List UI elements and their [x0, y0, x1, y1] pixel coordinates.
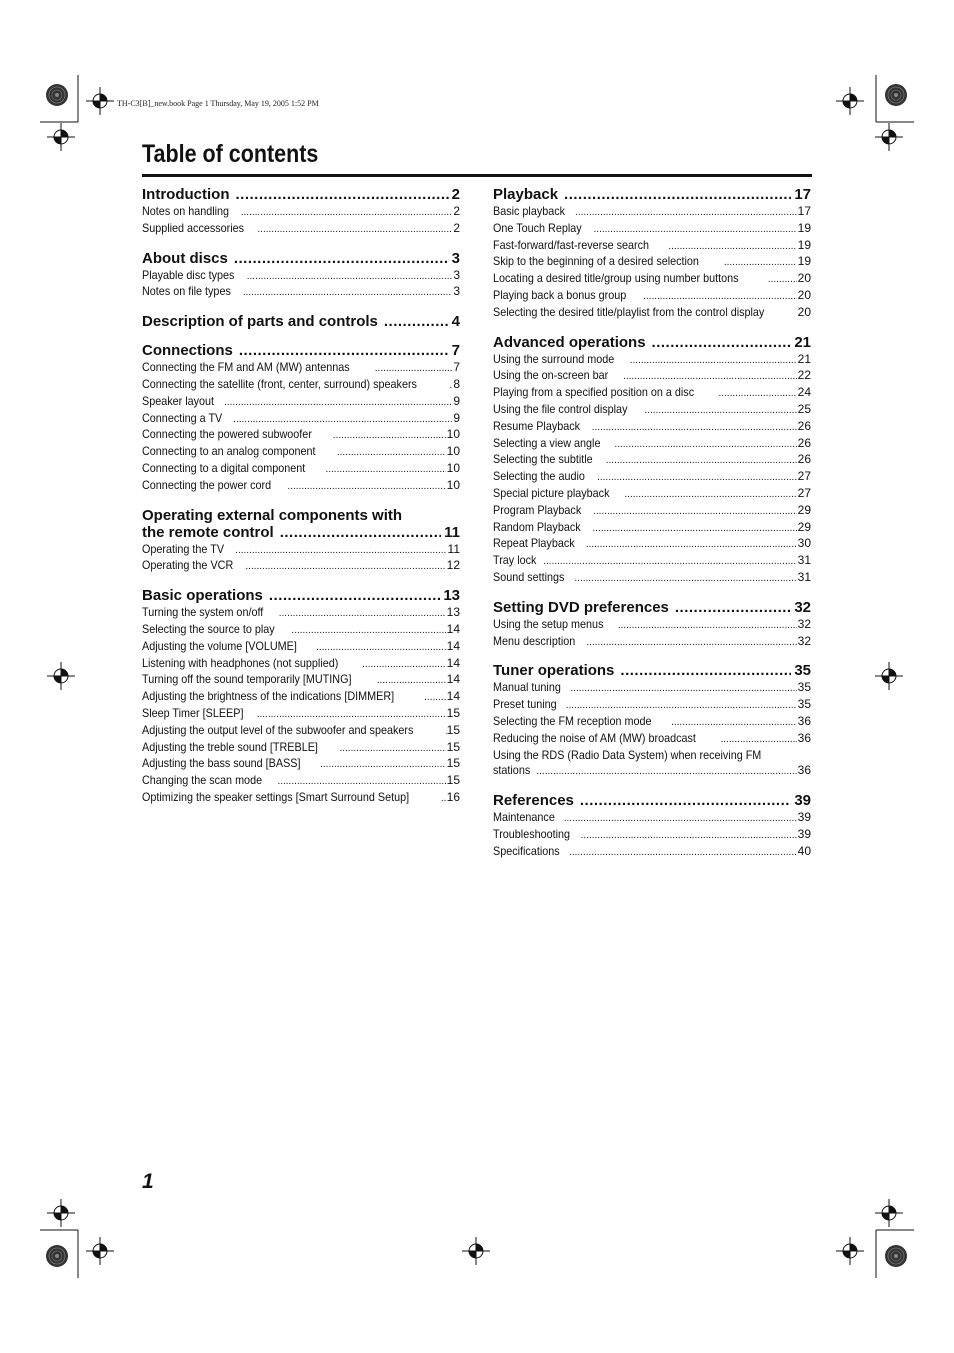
toc-section: [142, 250, 460, 302]
entry-page-number: 26: [797, 452, 811, 467]
toc-entry[interactable]: [493, 553, 811, 570]
toc-entry[interactable]: [142, 639, 460, 656]
toc-entry[interactable]: [493, 570, 811, 587]
entry-page-number: 36: [797, 730, 811, 745]
dot-leader: [580, 792, 791, 809]
section-heading[interactable]: [142, 342, 460, 359]
dot-leader: [614, 437, 796, 453]
entry-page-number: 7: [453, 360, 460, 375]
dot-leader: [592, 420, 797, 436]
page-number: 1: [142, 1170, 154, 1193]
entry-page-number: 39: [797, 810, 811, 825]
toc-entry[interactable]: [493, 452, 811, 469]
dot-leader: [566, 698, 797, 714]
section-heading[interactable]: [493, 186, 811, 203]
entry-page-number: 11: [447, 541, 460, 556]
section-heading[interactable]: [142, 186, 460, 203]
section-heading-text: Setting DVD preferences: [493, 598, 669, 616]
dot-leader: [245, 559, 445, 575]
entry-page-number: 9: [453, 410, 460, 425]
entry-text: Using the setup menus: [493, 616, 604, 631]
entry-text: Program Playback: [493, 502, 582, 517]
entry-text: Basic playback: [493, 204, 566, 218]
entry-page-number: 29: [797, 519, 811, 534]
entry-text: Random Playback: [493, 519, 581, 534]
entry-page-number: 29: [797, 502, 811, 517]
section-heading[interactable]: [142, 507, 460, 541]
section-heading[interactable]: [493, 662, 811, 679]
dot-leader: [592, 521, 796, 537]
entry-page-number: 2: [453, 204, 460, 218]
entry-text: Turning off the sound temporarily [MUTING]: [142, 672, 352, 687]
dot-leader: [623, 369, 797, 385]
entry-text: Selecting the subtitle: [493, 452, 593, 467]
dot-leader: [536, 764, 796, 780]
toc-entry[interactable]: [493, 436, 811, 453]
toc-entry[interactable]: [493, 520, 811, 537]
entry-page-number: 2: [453, 220, 460, 235]
dot-leader: [768, 272, 797, 288]
toc-section: [142, 507, 460, 576]
toc-entry[interactable]: [493, 680, 811, 697]
toc-section: [142, 587, 460, 807]
toc-entry[interactable]: [142, 411, 460, 428]
dot-leader: [574, 571, 796, 587]
entry-page-number: 31: [797, 569, 811, 584]
entry-page-number: 36: [797, 763, 811, 778]
dot-leader: [441, 791, 446, 807]
entry-page-number: 27: [797, 469, 811, 484]
entry-page-number: 8: [453, 376, 460, 391]
section-page-number: 32: [794, 598, 811, 616]
dot-leader: [586, 537, 797, 553]
section-page-number: 4: [451, 313, 460, 331]
entry-text: Selecting the audio: [493, 469, 585, 484]
entry-page-number: 13: [446, 605, 460, 620]
dot-leader: [234, 250, 449, 267]
entry-page-number: 15: [446, 756, 460, 771]
toc-entry[interactable]: [142, 444, 460, 461]
entry-page-number: 40: [797, 843, 811, 858]
toc-entry[interactable]: [493, 714, 811, 731]
entry-text: Listening with headphones (not supplied): [142, 655, 339, 670]
toc-entry[interactable]: [142, 706, 460, 723]
toc-right-column: [493, 186, 811, 873]
section-heading-text: Connections: [142, 342, 233, 360]
dot-leader: [618, 618, 797, 634]
toc-entry[interactable]: [493, 827, 811, 844]
dot-leader: [668, 239, 796, 255]
section-heading-text: Basic operations: [142, 587, 263, 605]
entry-text: One Touch Replay: [493, 220, 582, 235]
dot-leader: [564, 811, 797, 827]
toc-entry[interactable]: [493, 254, 811, 271]
entry-page-number: 27: [797, 485, 811, 500]
toc-entry-line: [493, 748, 811, 764]
entry-text: Skip to the beginning of a desired selection: [493, 254, 699, 269]
section-page-number: 3: [451, 249, 460, 267]
toc-section: [142, 342, 460, 494]
entry-text: Fast-forward/fast-reverse search: [493, 237, 650, 252]
section-page-number: 7: [451, 342, 460, 360]
dot-leader: [644, 403, 796, 419]
entry-text: Adjusting the bass sound [BASS]: [142, 756, 301, 771]
toc-entry[interactable]: [142, 790, 460, 807]
entry-page-number: 26: [797, 435, 811, 450]
entry-text: Troubleshooting: [493, 826, 571, 841]
toc-entry[interactable]: [493, 385, 811, 402]
entry-text: Using the file control display: [493, 401, 628, 416]
section-heading-text: Advanced operations: [493, 333, 646, 351]
section-heading[interactable]: [142, 313, 460, 330]
toc-entry[interactable]: [493, 352, 811, 369]
toc-entry[interactable]: [142, 427, 460, 444]
dot-leader: [333, 428, 446, 444]
dot-leader: [643, 289, 797, 305]
entry-page-number: 3: [453, 267, 460, 282]
dot-leader: [239, 342, 449, 359]
entry-text: Resume Playback: [493, 418, 581, 433]
entry-page-number: 25: [797, 401, 811, 416]
entry-page-number: 32: [797, 616, 811, 631]
toc-entry[interactable]: [142, 221, 460, 238]
dot-leader: [569, 845, 797, 861]
toc-entry[interactable]: [493, 617, 811, 634]
entry-text: Locating a desired title/group using number buttons: [493, 271, 739, 286]
section-heading[interactable]: [493, 792, 811, 809]
entry-text: Playing back a bonus group: [493, 287, 627, 302]
dot-leader: [257, 222, 452, 238]
dot-leader: [384, 313, 449, 330]
toc-entry[interactable]: [493, 486, 811, 503]
entry-page-number: 10: [446, 477, 460, 492]
entry-text: stations: [493, 763, 531, 778]
toc-entry[interactable]: [493, 697, 811, 714]
toc-entry[interactable]: [142, 689, 460, 706]
entry-page-number: 14: [446, 655, 460, 670]
dot-leader: [257, 707, 446, 723]
entry-page-number: 15: [446, 739, 460, 754]
toc-entry[interactable]: [142, 284, 460, 301]
entry-text: Sleep Timer [SLEEP]: [142, 705, 244, 720]
entry-text: Using the on-screen bar: [493, 368, 609, 383]
entry-text: Connecting the power cord: [142, 477, 272, 492]
toc-entry[interactable]: [493, 634, 811, 651]
entry-text: Turning the system on/off: [142, 605, 264, 620]
entry-text: Supplied accessories: [142, 220, 245, 235]
dot-leader: [233, 412, 452, 428]
entry-page-number: 3: [453, 284, 460, 299]
section-heading-text: About discs: [142, 249, 228, 267]
toc-entry[interactable]: [142, 478, 460, 495]
title-rule: [142, 174, 812, 177]
dot-leader: [620, 662, 791, 679]
dot-leader: [575, 205, 797, 221]
dot-leader: [424, 690, 446, 706]
dot-leader: [320, 757, 446, 773]
dot-leader: [243, 285, 453, 301]
section-heading-text: References: [493, 792, 574, 810]
dot-leader: [450, 378, 453, 394]
toc-entry[interactable]: [142, 656, 460, 673]
dot-leader: [325, 462, 445, 478]
entry-text: Repeat Playback: [493, 536, 575, 551]
dot-leader: [652, 334, 792, 351]
entry-page-number: 14: [446, 638, 460, 653]
toc-entry[interactable]: [142, 268, 460, 285]
dot-leader: [630, 353, 797, 369]
entry-page-number: 17: [797, 204, 811, 218]
dot-leader: [280, 524, 441, 541]
section-heading-text: Introduction: [142, 186, 230, 203]
toc-section: [493, 334, 811, 587]
dot-leader: [235, 186, 448, 203]
toc-section: [493, 599, 811, 651]
dot-leader: [235, 543, 446, 559]
toc-entry[interactable]: [493, 810, 811, 827]
entry-page-number: 10: [446, 444, 460, 459]
entry-text: Notes on handling: [142, 204, 230, 218]
dot-leader: [564, 186, 791, 203]
toc-entry[interactable]: [493, 305, 811, 322]
section-heading[interactable]: [142, 250, 460, 267]
toc-entry[interactable]: [493, 844, 811, 861]
dot-leader: [277, 774, 445, 790]
toc-entry[interactable]: [493, 402, 811, 419]
entry-text: Selecting the FM reception mode: [493, 713, 652, 728]
entry-text: Using the surround mode: [493, 351, 615, 366]
entry-text: Selecting the desired title/playlist from the control display: [493, 304, 765, 319]
entry-page-number: 10: [446, 460, 460, 475]
entry-page-number: 30: [797, 536, 811, 551]
entry-page-number: 19: [797, 220, 811, 235]
entry-page-number: 35: [797, 680, 811, 695]
toc-entry[interactable]: [493, 763, 811, 780]
entry-text: Selecting a view angle: [493, 435, 601, 450]
entry-text: Playing from a specified position on a disc: [493, 385, 695, 400]
dot-leader: [718, 386, 796, 402]
toc-entry[interactable]: [493, 221, 811, 238]
entry-text: Notes on file types: [142, 284, 231, 299]
entry-text: Speaker layout: [142, 393, 215, 408]
entry-page-number: 35: [797, 697, 811, 712]
dot-leader: [624, 487, 796, 503]
section-page-number: 13: [443, 587, 460, 605]
dot-leader: [675, 599, 791, 616]
section-heading-text: the remote control: [142, 523, 274, 541]
toc-section: [493, 662, 811, 780]
section-heading-text: Tuner operations: [493, 662, 615, 680]
section-page-number: 2: [451, 186, 460, 203]
entry-page-number: 14: [446, 672, 460, 687]
entry-text: Connecting the satellite (front, center, surround) speakers: [142, 376, 417, 391]
entry-text: Adjusting the brightness of the indications [DIMMER]: [142, 689, 395, 704]
entry-page-number: 20: [797, 304, 811, 319]
entry-page-number: 19: [797, 237, 811, 252]
toc-entry[interactable]: [142, 672, 460, 689]
dot-leader: [241, 205, 453, 221]
toc-entry[interactable]: [493, 368, 811, 385]
section-heading[interactable]: [493, 599, 811, 616]
toc-section: [142, 186, 460, 238]
dot-leader: [375, 361, 453, 377]
entry-text: Specifications: [493, 843, 560, 858]
entry-page-number: 20: [797, 271, 811, 286]
toc-entry[interactable]: [493, 204, 811, 221]
entry-text: Playable disc types: [142, 267, 235, 282]
toc-entry[interactable]: [493, 731, 811, 748]
section-heading-text: Description of parts and controls: [142, 313, 378, 331]
toc-entry[interactable]: [493, 288, 811, 305]
page-title: Table of contents: [142, 140, 319, 168]
toc-entry[interactable]: [493, 536, 811, 553]
toc-entry[interactable]: [142, 461, 460, 478]
entry-text: Menu description: [493, 633, 576, 648]
entry-page-number: 19: [797, 254, 811, 269]
entry-text: Operating the TV: [142, 541, 225, 556]
entry-text: Connecting to an analog component: [142, 444, 316, 459]
dot-leader: [287, 479, 445, 495]
entry-text: Changing the scan mode: [142, 773, 263, 788]
toc-entry[interactable]: [493, 271, 811, 288]
dot-leader: [586, 635, 796, 651]
section-heading[interactable]: [493, 334, 811, 351]
entry-text: Connecting the powered subwoofer: [142, 427, 312, 442]
entry-text: Using the RDS (Radio Data System) when receiving FM: [493, 747, 762, 762]
entry-page-number: 9: [453, 393, 460, 408]
entry-text: Adjusting the treble sound [TREBLE]: [142, 739, 318, 754]
entry-page-number: 22: [797, 368, 811, 383]
entry-page-number: 15: [446, 773, 460, 788]
entry-text: Operating the VCR: [142, 558, 234, 573]
entry-page-number: 15: [446, 705, 460, 720]
dot-leader: [247, 269, 453, 285]
entry-page-number: 15: [446, 722, 460, 737]
entry-text: Maintenance: [493, 810, 555, 825]
toc-entry[interactable]: [142, 360, 460, 377]
dot-leader: [362, 657, 445, 673]
entry-text: Connecting to a digital component: [142, 460, 306, 475]
entry-text: Manual tuning: [493, 680, 561, 695]
entry-page-number: 10: [446, 427, 460, 442]
section-heading-line: [142, 524, 460, 541]
entry-page-number: 26: [797, 418, 811, 433]
entry-page-number: 12: [446, 558, 460, 573]
dot-leader: [543, 554, 796, 570]
dot-leader: [377, 673, 446, 689]
toc-entry[interactable]: [493, 503, 811, 520]
entry-page-number: 24: [797, 385, 811, 400]
section-page-number: 21: [794, 333, 811, 351]
toc-entry[interactable]: [142, 756, 460, 773]
entry-page-number: 14: [446, 621, 460, 636]
entry-text: Adjusting the output level of the subwoofer and speakers: [142, 722, 414, 737]
toc-entry[interactable]: [142, 377, 460, 394]
toc-entry[interactable]: [493, 238, 811, 255]
entry-page-number: 31: [797, 553, 811, 568]
toc-entry[interactable]: [142, 542, 460, 559]
section-page-number: 39: [794, 792, 811, 810]
dot-leader: [224, 395, 452, 411]
toc-section: [493, 792, 811, 860]
entry-page-number: 20: [797, 287, 811, 302]
dot-leader: [581, 828, 797, 844]
toc-entry[interactable]: [493, 469, 811, 486]
dot-leader: [337, 445, 446, 461]
toc-entry[interactable]: [142, 723, 460, 740]
section-heading[interactable]: [142, 587, 460, 604]
section-page-number: 35: [794, 662, 811, 680]
toc-entry[interactable]: [142, 773, 460, 790]
entry-page-number: 16: [446, 789, 460, 804]
entry-text: Optimizing the speaker settings [Smart Surround Setup]: [142, 789, 410, 804]
dot-leader: [671, 715, 797, 731]
entry-page-number: 32: [797, 633, 811, 648]
file-info: TH-C3[B]_new.book Page 1 Thursday, May 19, 2005 1:52 PM: [117, 99, 319, 108]
toc-section: [493, 186, 811, 322]
dot-leader: [593, 504, 797, 520]
dot-leader: [570, 681, 796, 697]
dot-leader: [316, 640, 446, 656]
section-heading-line: Operating external components with: [142, 506, 403, 524]
entry-page-number: 14: [446, 689, 460, 704]
entry-text: Selecting the source to play: [142, 621, 275, 636]
entry-text: Tray lock: [493, 553, 537, 568]
toc-entry[interactable]: [142, 394, 460, 411]
entry-page-number: 36: [797, 713, 811, 728]
entry-page-number: 21: [797, 351, 811, 366]
entry-text: Reducing the noise of AM (MW) broadcast: [493, 730, 696, 745]
toc-section: [142, 313, 460, 330]
dot-leader: [291, 623, 445, 639]
section-page-number: 11: [444, 523, 460, 541]
entry-page-number: 39: [797, 826, 811, 841]
entry-text: Connecting the FM and AM (MW) antennas: [142, 360, 350, 375]
dot-leader: [720, 732, 796, 748]
toc-entry[interactable]: [142, 740, 460, 757]
section-page-number: 17: [794, 186, 811, 203]
dot-leader: [594, 222, 797, 238]
entry-text: Sound settings: [493, 569, 565, 584]
dot-leader: [724, 255, 797, 271]
dot-leader: [606, 453, 797, 469]
toc-entry[interactable]: [142, 622, 460, 639]
toc-left-column: [142, 186, 460, 819]
entry-text: Adjusting the volume [VOLUME]: [142, 638, 297, 653]
toc-entry[interactable]: [493, 419, 811, 436]
toc-entry[interactable]: [142, 204, 460, 221]
entry-text: Connecting a TV: [142, 410, 223, 425]
dot-leader: [339, 741, 445, 757]
entry-text: Special picture playback: [493, 485, 610, 500]
dot-leader: [279, 606, 446, 622]
section-heading-text: Playback: [493, 186, 559, 203]
toc-entry[interactable]: [142, 558, 460, 575]
dot-leader: [597, 470, 797, 486]
entry-text: Preset tuning: [493, 697, 557, 712]
dot-leader: [269, 587, 440, 604]
toc-entry[interactable]: [142, 605, 460, 622]
